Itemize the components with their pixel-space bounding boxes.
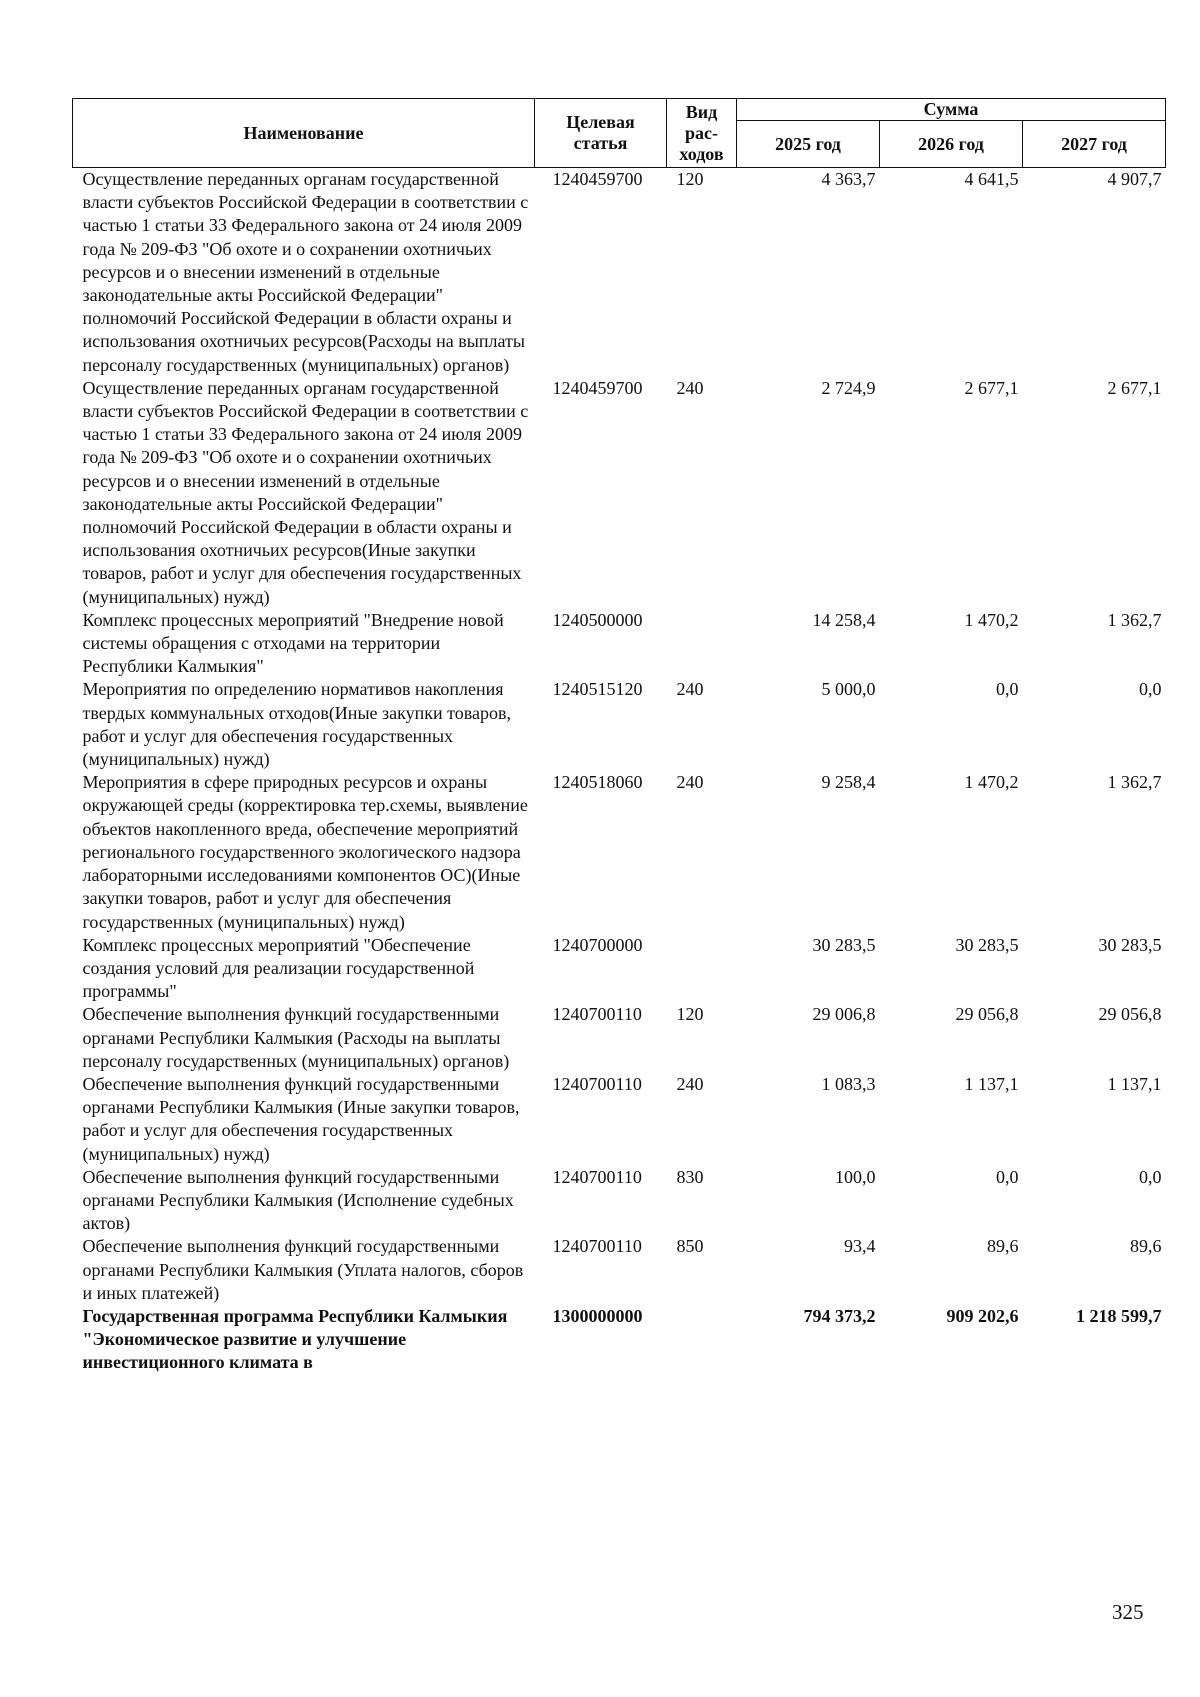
header-year-2026: 2026 год [880, 121, 1023, 168]
row-name-cell: Осуществление переданных органам государственной власти субъектов Российской Федерации в соответствии с частью 1 статьи 33 Федерального закона от 24 июля 2009 года № 209-ФЗ "Об охоте и о сохранении охотничьих ресурсов и о внесении изменений в отдельные законодательные акты Российской Федерации" полномочий Российской Федерации в области охраны и использования охотничьих ресурсов(Расходы на выплаты персоналу государственных (муниципальных) органов) [82, 169, 529, 375]
row-value-2025: 1 083,3 [821, 1073, 876, 1094]
row-value-2027: 1 362,7 [1107, 609, 1162, 630]
row-kind-cell: 830 [676, 1166, 704, 1187]
row-code-cell: 1300000000 [552, 1305, 643, 1326]
row-value-2025: 2 724,9 [821, 377, 876, 398]
row-name-cell: Обеспечение выполнения функций государственными органами Республики Калмыкия (Исполнение судебных актов) [82, 1166, 514, 1234]
row-code-cell: 1240700110 [552, 1004, 642, 1025]
row-value-2026: 1 470,2 [964, 609, 1019, 630]
row-kind-cell: 120 [676, 1004, 704, 1025]
row-value-2025: 14 258,4 [812, 609, 876, 630]
header-sum: Сумма [737, 99, 1166, 121]
row-value-2026: 1 137,1 [964, 1073, 1019, 1094]
header-year-2025: 2025 год [737, 121, 880, 168]
table-row [73, 771, 1166, 933]
row-code-cell: 1240515120 [552, 679, 643, 700]
table-row [73, 609, 1166, 679]
row-kind-cell [667, 934, 737, 1004]
row-name-cell: Мероприятия по определению нормативов накопления твердых коммунальных отходов(Иные закупки товаров, работ и услуг для обеспечения государственных (муниципальных) нужд) [82, 679, 512, 770]
row-value-2027: 1 137,1 [1107, 1073, 1162, 1094]
row-value-2025: 794 373,2 [803, 1305, 876, 1326]
header-code: Целевая статья [535, 99, 667, 168]
table-row [73, 1305, 1166, 1375]
row-value-2026: 89,6 [987, 1236, 1019, 1257]
row-code-cell: 1240700110 [552, 1166, 642, 1187]
row-name-cell: Осуществление переданных органам государственной власти субъектов Российской Федерации в соответствии с частью 1 статьи 33 Федерального закона от 24 июля 2009 года № 209-ФЗ "Об охоте и о сохранении охотничьих ресурсов и о внесении изменений в отдельные законодательные акты Российской Федерации" полномочий Российской Федерации в области охраны и использования охотничьих ресурсов(Иные закупки товаров, работ и услуг для обеспечения государственных (муниципальных) нужд) [82, 377, 529, 607]
row-value-2027: 0,0 [1139, 1166, 1162, 1187]
row-kind-cell [667, 609, 737, 679]
row-value-2025: 30 283,5 [812, 934, 876, 955]
row-value-2025: 5 000,0 [821, 679, 876, 700]
row-code-cell: 1240459700 [552, 169, 643, 189]
row-value-2027: 1 218 599,7 [1076, 1305, 1162, 1326]
table-row [73, 934, 1166, 1004]
row-name-cell: Обеспечение выполнения функций государственными органами Республики Калмыкия (Расходы на выплаты персоналу государственных (муниципальных) органов) [82, 1004, 510, 1071]
row-name-cell: Мероприятия в сфере природных ресурсов и охраны окружающей среды (корректировка тер.схемы, выявление объектов накопленного вреда, обеспечение мероприятий регионального государственного экологического надзора лабораторными исследованиями компонентов ОС)(Иные закупки товаров, работ и услуг для обеспечения государственных (муниципальных) нужд) [82, 772, 528, 932]
row-value-2026: 2 677,1 [964, 377, 1019, 398]
row-value-2027: 2 677,1 [1107, 377, 1162, 398]
row-value-2027: 0,0 [1139, 679, 1162, 700]
table-row [73, 1235, 1166, 1305]
budget-table-sheet [72, 98, 1166, 1375]
row-value-2026: 30 283,5 [955, 934, 1019, 955]
row-value-2026: 0,0 [996, 679, 1019, 700]
table-row [73, 1003, 1166, 1073]
row-value-2026: 29 056,8 [955, 1004, 1019, 1025]
row-kind-cell: 240 [676, 377, 704, 398]
row-kind-cell: 240 [676, 679, 704, 700]
row-code-cell: 1240700110 [552, 1236, 642, 1257]
row-value-2025: 9 258,4 [821, 772, 876, 793]
header-name: Наименование [73, 99, 535, 168]
table-row [73, 168, 1166, 377]
row-code-cell: 1240500000 [552, 609, 643, 630]
table-header [73, 99, 1166, 168]
row-value-2027: 89,6 [1130, 1236, 1162, 1257]
budget-table [72, 98, 1166, 1375]
row-value-2027: 1 362,7 [1107, 772, 1162, 793]
row-value-2026: 909 202,6 [946, 1305, 1019, 1326]
row-code-cell: 1240518060 [552, 772, 643, 793]
row-value-2026: 4 641,5 [964, 169, 1019, 189]
row-name-cell: Комплекс процессных мероприятий "Обеспечение создания условий для реализации государственной программы" [82, 934, 475, 1002]
row-value-2027: 29 056,8 [1098, 1004, 1162, 1025]
table-row [73, 1166, 1166, 1236]
row-kind-cell: 120 [676, 169, 704, 189]
row-value-2027: 4 907,7 [1107, 169, 1162, 189]
row-kind-cell: 240 [676, 1073, 704, 1094]
row-code-cell: 1240459700 [552, 377, 643, 398]
page-number: 325 [1112, 1600, 1144, 1624]
row-value-2025: 4 363,7 [821, 169, 876, 189]
row-value-2027: 30 283,5 [1098, 934, 1162, 955]
table-row [73, 678, 1166, 771]
row-name-cell: Обеспечение выполнения функций государственными органами Республики Калмыкия (Иные закупки товаров, работ и услуг для обеспечения государственных (муниципальных) нужд) [82, 1073, 520, 1164]
header-kind: Вид рас-ходов [667, 99, 737, 168]
row-value-2025: 29 006,8 [812, 1004, 876, 1025]
row-code-cell: 1240700000 [552, 934, 643, 955]
table-body [73, 168, 1166, 1375]
row-value-2026: 1 470,2 [964, 772, 1019, 793]
row-name-cell: Обеспечение выполнения функций государственными органами Республики Калмыкия (Уплата налогов, сборов и иных платежей) [82, 1236, 524, 1303]
row-value-2025: 100,0 [835, 1166, 876, 1187]
table-row [73, 377, 1166, 609]
row-value-2025: 93,4 [844, 1236, 876, 1257]
row-name-cell: Государственная программа Республики Калмыкия "Экономическое развитие и улучшение инвестиционного климата в [82, 1305, 508, 1373]
header-year-2027: 2027 год [1023, 121, 1166, 168]
row-value-2026: 0,0 [996, 1166, 1019, 1187]
row-kind-cell: 240 [676, 772, 704, 793]
row-kind-cell [667, 1305, 737, 1375]
row-name-cell: Комплекс процессных мероприятий "Внедрение новой системы обращения с отходами на территории Республики Калмыкия" [82, 609, 504, 677]
row-code-cell: 1240700110 [552, 1073, 642, 1094]
table-row [73, 1073, 1166, 1166]
row-kind-cell: 850 [676, 1236, 704, 1257]
